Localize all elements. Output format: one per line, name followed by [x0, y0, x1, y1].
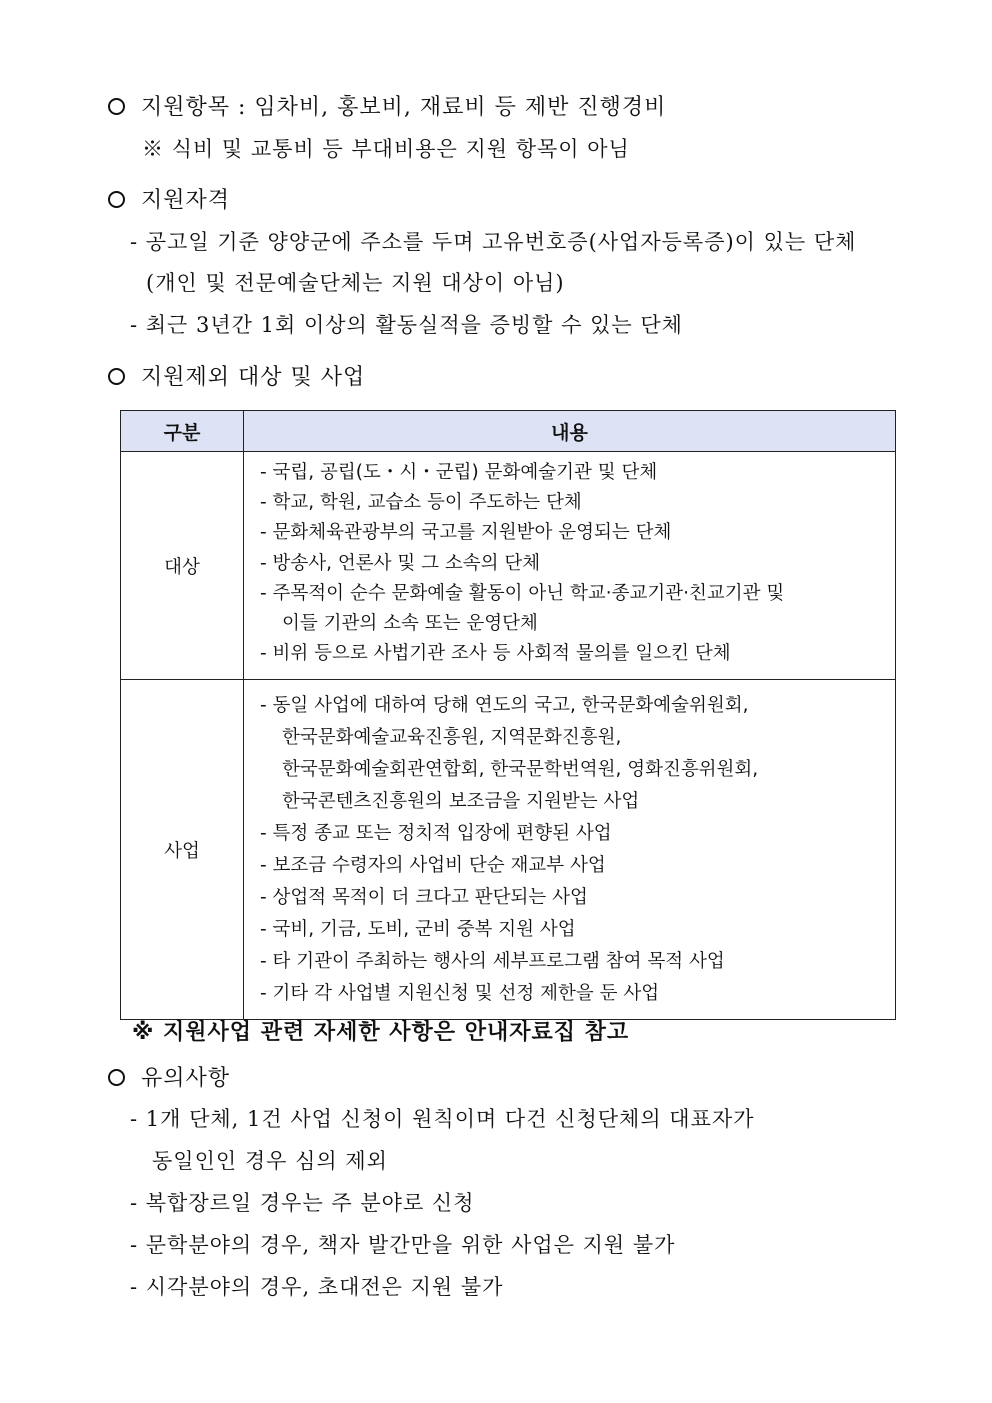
circle-bullet-icon — [108, 368, 125, 385]
list-item: - 문화체육관광부의 국고를 지원받아 운영되는 단체 — [260, 522, 672, 544]
eligibility-item-1: - 공고일 기준 양양군에 주소를 두며 고유번호증(사업자등록증)이 있는 단체 — [130, 230, 857, 254]
notes-item-1: - 1개 단체, 1건 사업 신청이 원칙이며 다건 신청단체의 대표자가 — [130, 1107, 755, 1131]
section-heading-eligibility — [108, 183, 230, 214]
list-item-continuation: 한국문화예술교육진흥원, 지역문화진흥원, — [282, 727, 622, 748]
list-item: - 방송사, 언론사 및 그 소속의 단체 — [260, 552, 541, 574]
list-item: - 보조금 수령자의 사업비 단순 재교부 사업 — [260, 855, 606, 876]
list-item: - 주목적이 순수 문화예술 활동이 아닌 학교·종교기관·친교기관 및 — [260, 582, 785, 604]
list-item: - 국립, 공립(도・시・군립) 문화예술기관 및 단체 — [260, 462, 658, 483]
table-cell-content — [244, 452, 896, 680]
list-item: - 국비, 기금, 도비, 군비 중복 지원 사업 — [260, 919, 576, 940]
section-heading-text: 지원제외 대상 및 사업 — [141, 365, 366, 390]
list-item: - 비위 등으로 사법기관 조사 등 사회적 물의를 일으킨 단체 — [260, 643, 731, 665]
circle-bullet-icon — [108, 1069, 125, 1086]
notes-item-1-cont: 동일인인 경우 심의 제외 — [152, 1149, 388, 1173]
section-heading-text: 유의사항 — [141, 1066, 231, 1091]
list-item: - 타 기관이 주최하는 행사의 세부프로그램 참여 목적 사업 — [260, 951, 725, 972]
notes-item-2: - 복합장르일 경우는 주 분야로 신청 — [130, 1191, 475, 1215]
table-row — [121, 680, 896, 1020]
list-item-continuation: 이들 기관의 소속 또는 운영단체 — [282, 613, 538, 635]
table-row — [121, 452, 896, 680]
exclusion-table — [120, 410, 896, 1020]
table-cell-category: 대상 — [121, 452, 244, 680]
table-header-row — [121, 411, 896, 452]
support-items-note: ※ 식비 및 교통비 등 부대비용은 지원 항목이 아님 — [142, 137, 630, 161]
section-heading-exclusions — [108, 360, 365, 391]
table-header-category: 구분 — [121, 411, 244, 452]
list-item: - 동일 사업에 대하여 당해 연도의 국고, 한국문화예술위원회, — [260, 695, 749, 716]
list-item: - 상업적 목적이 더 크다고 판단되는 사업 — [260, 887, 588, 908]
section-heading-notes — [108, 1061, 230, 1092]
list-item-continuation: 한국문화예술회관연합회, 한국문학번역원, 영화진흥위원회, — [282, 759, 759, 780]
list-item: - 기타 각 사업별 지원신청 및 선정 제한을 둔 사업 — [260, 983, 660, 1004]
circle-bullet-icon — [108, 191, 125, 208]
section-heading-text: 지원항목 : 임차비, 홍보비, 재료비 등 제반 진행경비 — [141, 95, 667, 120]
list-item: - 특정 종교 또는 정치적 입장에 편향된 사업 — [260, 823, 612, 844]
eligibility-item-1-cont: (개인 및 전문예술단체는 지원 대상이 아님) — [146, 271, 565, 295]
list-item-continuation: 한국콘텐츠진흥원의 보조금을 지원받는 사업 — [282, 791, 640, 812]
circle-bullet-icon — [108, 98, 125, 115]
section-heading-support-items — [108, 90, 666, 121]
table-reference-note: ※ 지원사업 관련 자세한 사항은 안내자료집 참고 — [132, 1020, 630, 1045]
table-cell-content — [244, 680, 896, 1020]
table-header-content: 내용 — [244, 411, 896, 452]
section-heading-text: 지원자격 — [141, 188, 231, 213]
notes-item-3: - 문학분야의 경우, 책자 발간만을 위한 사업은 지원 불가 — [130, 1233, 676, 1257]
table-cell-category: 사업 — [121, 680, 244, 1020]
eligibility-item-2: - 최근 3년간 1회 이상의 활동실적을 증빙할 수 있는 단체 — [130, 313, 683, 337]
notes-item-4: - 시각분야의 경우, 초대전은 지원 불가 — [130, 1275, 504, 1299]
list-item: - 학교, 학원, 교습소 등이 주도하는 단체 — [260, 492, 582, 514]
